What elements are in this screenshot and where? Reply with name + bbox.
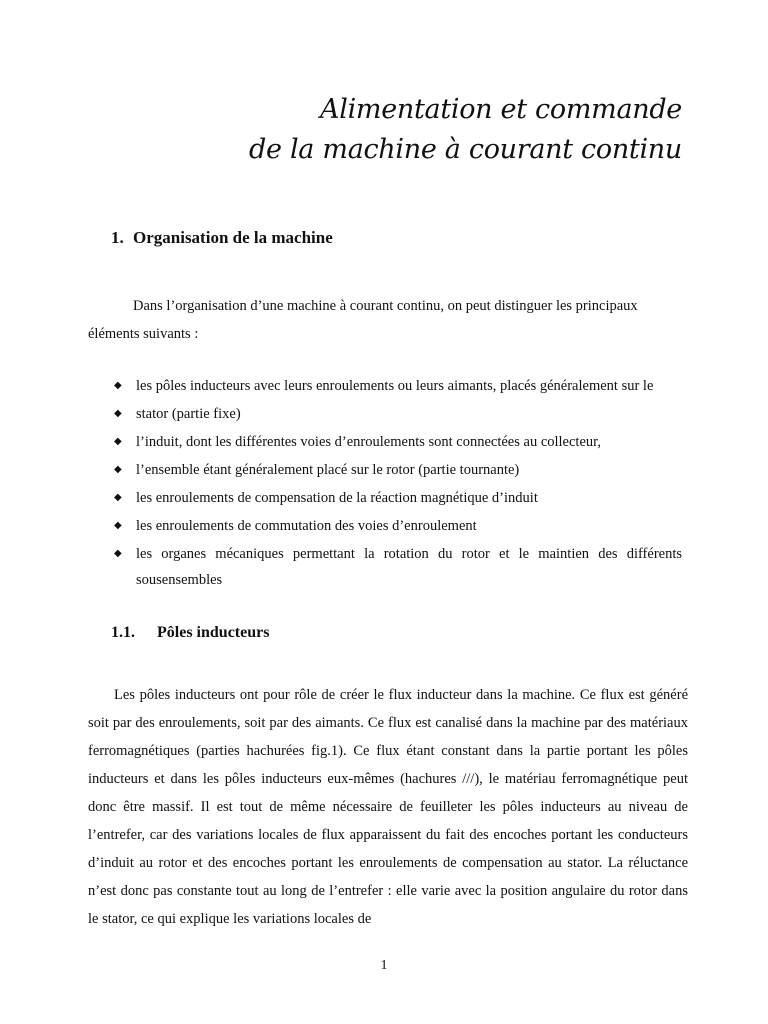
intro-line-1: Dans l’organisation d’une machine à courant continu, on peut distinguer les principaux <box>133 298 638 314</box>
list-item-text: les enroulements de commutation des voies d’enroulement <box>136 518 477 534</box>
section-1-1-number: 1.1. <box>111 624 135 641</box>
list-item-text: les organes mécaniques permettant la rotation du rotor et le maintien des différents sousensembles <box>136 546 682 588</box>
diamond-bullet-icon: ◆ <box>114 548 122 559</box>
document-title <box>249 90 682 170</box>
list-item-text: l’ensemble étant généralement placé sur le rotor (partie tournante) <box>136 462 520 478</box>
list-item <box>112 372 682 400</box>
intro-line-2: éléments suivants : <box>88 326 199 342</box>
list-item <box>112 512 682 540</box>
list-item <box>112 456 682 484</box>
list-item <box>112 400 682 428</box>
diamond-bullet-icon: ◆ <box>114 492 122 503</box>
component-list <box>112 372 682 593</box>
list-item <box>112 428 682 456</box>
diamond-bullet-icon: ◆ <box>114 408 122 419</box>
list-item <box>112 484 682 512</box>
list-item <box>112 540 682 593</box>
diamond-bullet-icon: ◆ <box>114 380 122 391</box>
section-1-1-title: Pôles inducteurs <box>157 624 270 641</box>
title-line-2: de la machine à courant continu <box>249 134 682 165</box>
section-1-1-heading <box>111 624 269 642</box>
list-item-text: l’induit, dont les différentes voies d’enroulements sont connectées au collecteur, <box>136 434 602 450</box>
section-1-title: Organisation de la machine <box>133 228 333 247</box>
section-1-number: 1. <box>111 228 124 247</box>
list-item-text: les pôles inducteurs avec leurs enroulements ou leurs aimants, placés généralement sur le <box>136 378 654 394</box>
section-1-1-paragraph: Les pôles inducteurs ont pour rôle de créer le flux inducteur dans la machine. Ce flux est généré soit par des enroulements, soit par des aimants. Ce flux est canalisé dans la machine par des matériaux ferromagnétiques (parties hachurées fig.1). Ce flux étant constant dans la partie portant les pôles inducteurs et dans les pôles inducteurs eux-mêmes (hachures ///), le matériau ferromagnétique peut donc être massif. Il est tout de même nécessaire de feuilleter les pôles inducteurs au niveau de l’entrefer, car des variations locales de flux apparaissent du fait des encoches portant les conducteurs d’induit au rotor et des encoches portant les enroulements de compensation au stator. La réluctance n’est donc pas constante tout au long de l’entrefer : elle varie avec la position angulaire du rotor dans le stator, ce qui explique les variations locales de <box>88 687 688 927</box>
title-line-1: Alimentation et commande <box>320 94 682 125</box>
list-item-text: les enroulements de compensation de la réaction magnétique d’induit <box>136 490 538 506</box>
page-number: 1 <box>380 958 388 973</box>
list-item-text: stator (partie fixe) <box>136 406 241 422</box>
section-1-heading <box>111 228 333 248</box>
diamond-bullet-icon: ◆ <box>114 464 122 475</box>
diamond-bullet-icon: ◆ <box>114 436 122 447</box>
diamond-bullet-icon: ◆ <box>114 520 122 531</box>
section-1-intro <box>88 292 688 348</box>
